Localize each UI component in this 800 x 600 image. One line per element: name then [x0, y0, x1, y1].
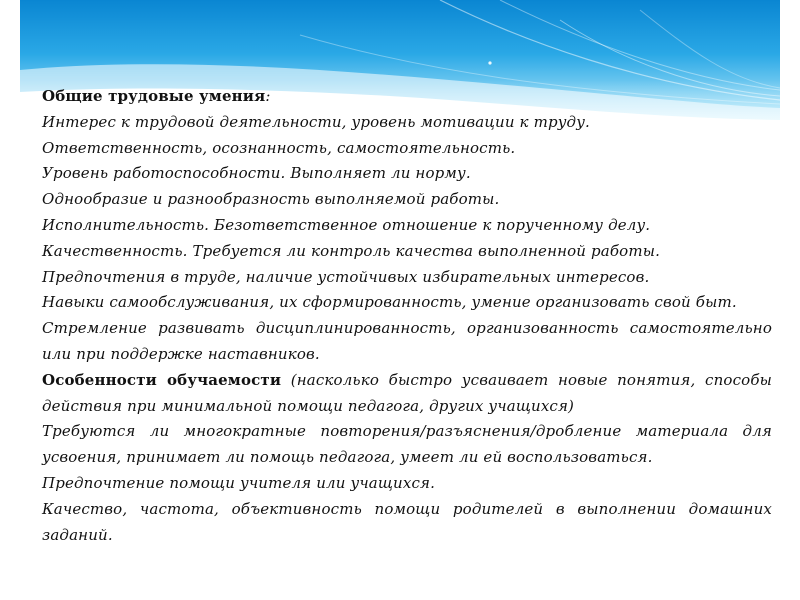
text-paragraph: Качество, частота, объективность помощи родителей в выполнении домашних заданий. [42, 499, 772, 544]
text-line: Однообразие и разнообразность выполняемой работы. [42, 190, 500, 209]
text-line: Предпочтение помощи учителя или учащихся. [42, 473, 436, 492]
heading-line [42, 84, 772, 110]
heading-colon: : [265, 87, 271, 105]
section-heading: Общие трудовые умения [42, 87, 266, 105]
learnability-note: (насколько быстро усваивает новые понятия, способы действия при минимальной помощи педагога, других учащихся) [42, 370, 772, 415]
text-line: Уровень работоспособности. Выполняет ли норму. [42, 164, 471, 183]
text-paragraph: Навыки самообслуживания, их сформированность, умение организовать свой быт. [42, 293, 737, 312]
slide-text [42, 84, 772, 548]
text-line: Предпочтения в труде, наличие устойчивых избирательных интересов. [42, 267, 650, 286]
learnability-paragraph [42, 368, 772, 420]
text-paragraph: Стремление развивать дисциплинированность, организованность самостоятельно или при поддержке наставников. [42, 319, 772, 363]
banner-sparkle [488, 61, 491, 64]
text-line: Качественность. Требуется ли контроль качества выполненной работы. [42, 241, 661, 260]
learnability-heading: Особенности обучаемости [42, 370, 282, 389]
text-paragraph: Требуются ли многократные повторения/разъяснения/дробление материала для усвоения, принимает ли помощь педагога, умеет ли ей воспользоваться. [42, 422, 772, 467]
text-line: Ответственность, осознанность, самостоятельность. [42, 138, 516, 157]
text-line: Интерес к трудовой деятельности, уровень мотивации к труду. [42, 112, 590, 131]
text-line: Исполнительность. Безответственное отношение к порученному делу. [42, 215, 651, 234]
